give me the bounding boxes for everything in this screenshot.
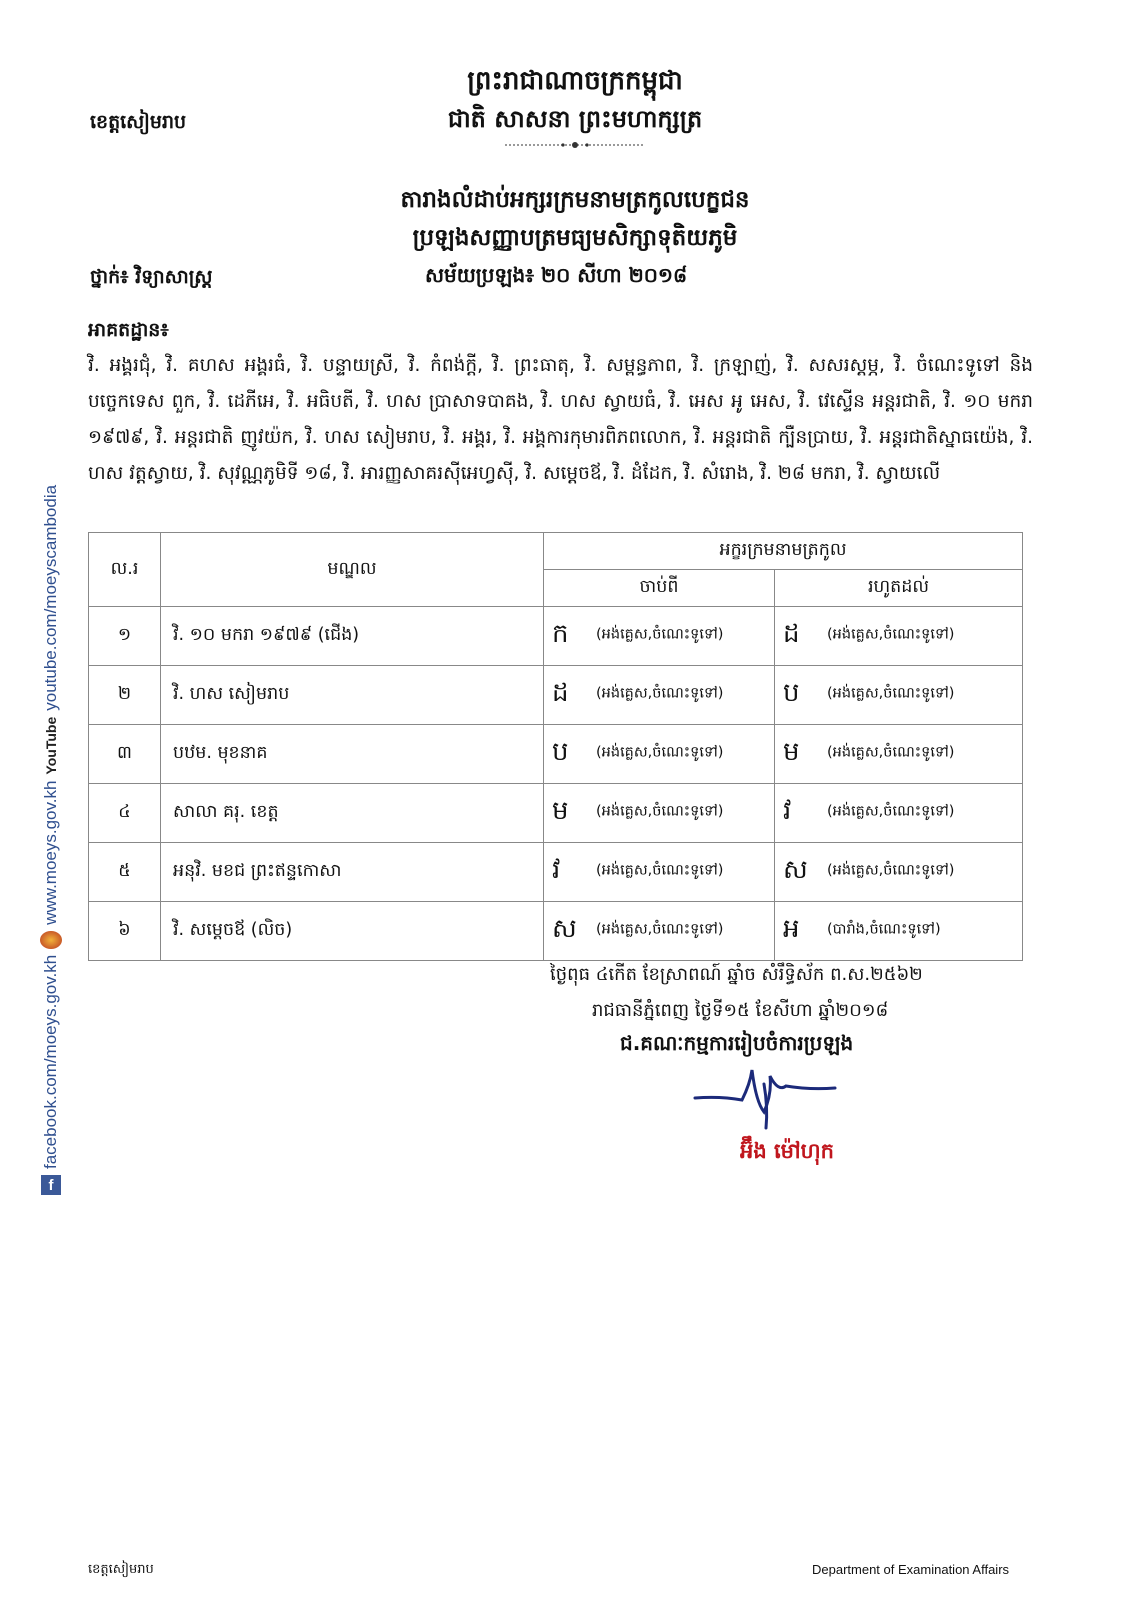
ministry-seal-icon — [40, 931, 62, 949]
center-assignment-table — [88, 532, 1023, 961]
solar-date: រាជធានីភ្នំពេញ ថ្ងៃទី១៥ ខែសីហា ឆ្នាំ២០១៨ — [592, 1000, 889, 1021]
row-from — [544, 725, 775, 784]
from-letter: ម — [552, 796, 569, 826]
centers-list: វិ. អង្គរជុំ, វិ. គហស អង្គរធំ, វិ. បន្ទាយស្រី, វិ. កំពង់ក្ដី, វិ. ព្រះធាតុ, វិ. សម្ពន្ធភាព, វិ. ក្រឡាញ់, វិ. សសរស្ដម្ភ, វិ. ចំណេះទូទៅ និងបច្ចេកទេស ពួក, វិ. ដេភីអេ, វិ. អធិបតី, វិ. ហស ប្រាសាទបាគង, វិ. ហស ស្វាយធំ, វិ. អេស អូ អេស, វិ. វេស្ទើន អន្តរជាតិ, វិ. ១០ មករា ១៩៧៩, វិ. អន្តរជាតិ ញូវយ៉ក, វិ. ហស សៀមរាប, វិ. អង្គរ, វិ. អង្គការកុមារពិភពលោក, វិ. អន្តរជាតិ ក្បឺនប្រាយ, វិ. អន្តរជាតិស្នាធយ៉េង, វិ. ហស វត្តស្វាយ, វិ. សុវណ្ណភូមិទី ១៨, វិ. អារញ្ញសាគរស៊ីអេហ្វស៊ី, វិ. សម្ដេចឪ, វិ. ដំដែក, វិ. សំរោង, វិ. ២៨ មករា, វិ. ស្វាយលើ — [88, 355, 1033, 484]
row-number: ៦ — [89, 902, 161, 961]
footer-province: ខេត្តសៀមរាប — [88, 1562, 154, 1577]
to-note: (អង់គ្លេស,ចំណេះទូទៅ) — [827, 744, 955, 761]
table-row — [89, 666, 1023, 725]
row-number: ២ — [89, 666, 161, 725]
row-to — [775, 784, 1023, 843]
row-to — [775, 725, 1023, 784]
kingdom-heading: ព្រះរាជាណាចក្រកម្ពុជា — [467, 66, 683, 96]
subject-label: ថ្នាក់៖ វិទ្យាសាស្ត្រ — [90, 266, 213, 288]
from-note: (អង់គ្លេស,ចំណេះទូទៅ) — [596, 803, 724, 820]
from-note: (អង់គ្លេស,ចំណេះទូទៅ) — [596, 862, 724, 879]
row-from — [544, 607, 775, 666]
header-letters: អក្ខរក្រមនាមត្រកូល — [544, 533, 1023, 570]
row-center: បឋម. មុខនាគ — [161, 725, 544, 784]
youtube-icon: YouTube — [43, 716, 59, 775]
facebook-icon: f — [41, 1175, 61, 1195]
website-link[interactable]: www.moeys.gov.kh — [41, 780, 60, 925]
from-note: (អង់គ្លេស,ចំណេះទូទៅ) — [596, 744, 724, 761]
from-letter: ដ — [552, 678, 569, 708]
row-number: ១ — [89, 607, 161, 666]
row-from — [544, 843, 775, 902]
to-letter: វ — [783, 796, 792, 826]
table-row — [89, 843, 1023, 902]
row-from — [544, 666, 775, 725]
to-note: (អង់គ្លេស,ចំណេះទូទៅ) — [827, 803, 955, 820]
row-center: សាលា គរុ. ខេត្ត — [161, 784, 544, 843]
signer-name: អ៊ឹង ម៉ៅហុក — [740, 1139, 834, 1163]
row-from — [544, 902, 775, 961]
table-row — [89, 725, 1023, 784]
from-note: (អង់គ្លេស,ចំណេះទូទៅ) — [596, 626, 724, 643]
to-note: (អង់គ្លេស,ចំណេះទូទៅ) — [827, 685, 955, 702]
province-label: ខេត្តសៀមរាប — [90, 111, 187, 133]
lunar-date: ថ្ងៃពុធ ៤កើត ខែស្រាពណ៍ ឆ្នាំច សំរឹទ្ធិស័ក ព.ស.២៥៦២ — [550, 964, 923, 985]
row-center: អនុវិ. មខជ ព្រះឥន្ទកោសា — [161, 843, 544, 902]
to-letter: ស — [783, 855, 808, 885]
facebook-link[interactable]: facebook.com/moeys.gov.kh — [41, 954, 60, 1169]
from-letter: ប — [552, 737, 569, 767]
row-to — [775, 843, 1023, 902]
document-title: តារាងលំដាប់អក្សរក្រមនាមត្រកូលបេក្ខជន — [400, 187, 750, 213]
centers-label: អាគតដ្ឋាន៖ — [88, 319, 169, 341]
row-number: ៤ — [89, 784, 161, 843]
row-from — [544, 784, 775, 843]
committee-title: ជ.គណៈកម្មការរៀបចំការប្រឡង — [620, 1031, 854, 1055]
header-to: រហូតដល់ — [775, 570, 1023, 607]
to-letter: អ — [783, 914, 800, 944]
row-number: ៣ — [89, 725, 161, 784]
to-note: (អង់គ្លេស,ចំណេះទូទៅ) — [827, 626, 955, 643]
header-from: ចាប់ពី — [544, 570, 775, 607]
header-center: មណ្ឌល — [161, 533, 544, 607]
ornament-divider-icon — [505, 140, 645, 150]
from-letter: ក — [552, 619, 569, 649]
row-number: ៥ — [89, 843, 161, 902]
table-row — [89, 784, 1023, 843]
header-no: ល.រ — [89, 533, 161, 607]
row-to — [775, 607, 1023, 666]
from-note: (អង់គ្លេស,ចំណេះទូទៅ) — [596, 685, 724, 702]
footer-department: Department of Examination Affairs — [812, 1562, 1010, 1577]
signature-icon — [690, 1062, 840, 1132]
table-row — [89, 902, 1023, 961]
document-subtitle: ប្រឡងសញ្ញាបត្រមធ្យមសិក្សាទុតិយភូមិ — [412, 225, 738, 251]
to-note: (បារាំង,ចំណេះទូទៅ) — [827, 921, 941, 938]
to-letter: ម — [783, 737, 800, 767]
exam-session-date: សម័យប្រឡង៖ ២០ សីហា ២០១៨ — [425, 263, 688, 287]
row-center: វិ. ហស សៀមរាប — [161, 666, 544, 725]
to-note: (អង់គ្លេស,ចំណេះទូទៅ) — [827, 862, 955, 879]
to-letter: ដ — [783, 619, 800, 649]
national-motto: ជាតិ សាសនា ព្រះមហាក្សត្រ — [447, 105, 703, 133]
table-row — [89, 607, 1023, 666]
row-center: វិ. សម្ដេចឪ (លិច) — [161, 902, 544, 961]
to-letter: ប — [783, 678, 800, 708]
from-letter: វ — [552, 855, 561, 885]
row-center: វិ. ១០ មករា ១៩៧៩ (ជើង) — [161, 607, 544, 666]
from-note: (អង់គ្លេស,ចំណេះទូទៅ) — [596, 921, 724, 938]
from-letter: ស — [552, 914, 577, 944]
row-to — [775, 666, 1023, 725]
table-header-row — [89, 533, 1023, 570]
social-links-strip — [40, 485, 62, 1195]
row-to — [775, 902, 1023, 961]
youtube-link[interactable]: youtube.com/moeyscambodia — [41, 484, 60, 711]
